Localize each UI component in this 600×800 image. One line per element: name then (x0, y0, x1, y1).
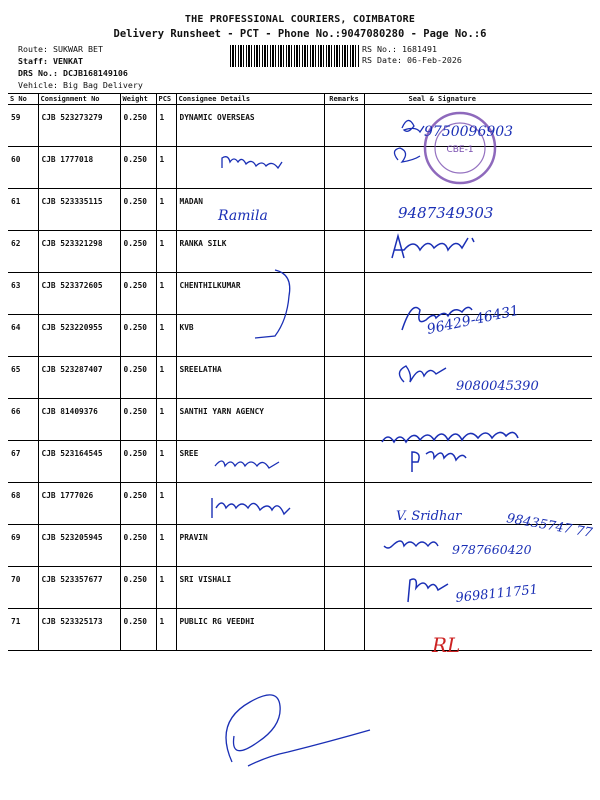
drs-label: DRS No.: (18, 68, 58, 78)
col-sno-header: S No (8, 94, 38, 105)
table-row (8, 105, 592, 147)
sno-cell: 60 (8, 147, 38, 189)
table-row (8, 189, 592, 231)
consignee-cell: SRI VISHALI (176, 567, 324, 609)
col-seal-header: Seal & Signature (364, 94, 592, 105)
pcs-cell: 1 (156, 273, 176, 315)
drs-value: DCJB168149106 (62, 68, 128, 78)
consignment-cell: CJB 523164545 (38, 441, 120, 483)
remarks-cell (324, 441, 364, 483)
sno-cell: 68 (8, 483, 38, 525)
consignee-cell: MADAN (176, 189, 324, 231)
rs-no-label: RS No.: (362, 44, 397, 54)
col-remarks-header: Remarks (324, 94, 364, 105)
staff-label: Staff: (18, 56, 48, 66)
vehicle-line (18, 80, 143, 90)
sno-cell: 59 (8, 105, 38, 147)
sno-cell: 71 (8, 609, 38, 651)
seal-signature-cell (364, 147, 592, 189)
seal-signature-cell (364, 441, 592, 483)
consignee-cell: PUBLIC RG VEEDHI (176, 609, 324, 651)
seal-signature-cell (364, 105, 592, 147)
seal-signature-cell (364, 357, 592, 399)
consignee-cell: CHENTHILKUMAR (176, 273, 324, 315)
rs-date-value: 06-Feb-2026 (406, 55, 462, 65)
red-mark-71: RL (432, 633, 461, 657)
pcs-cell: 1 (156, 357, 176, 399)
weight-cell: 0.250 (120, 609, 156, 651)
table-row (8, 273, 592, 315)
remarks-cell (324, 231, 364, 273)
remarks-cell (324, 357, 364, 399)
remarks-cell (324, 189, 364, 231)
table-row (8, 525, 592, 567)
consignment-cell: CJB 523325173 (38, 609, 120, 651)
staff-line (18, 56, 83, 66)
authorized-signature (226, 695, 370, 766)
phone-65: 9080045390 (456, 379, 539, 394)
seal-signature-cell (364, 525, 592, 567)
name-68: V. Sridhar (396, 509, 462, 524)
consignment-cell: CJB 523321298 (38, 231, 120, 273)
sno-cell: 69 (8, 525, 38, 567)
pcs-cell: 1 (156, 525, 176, 567)
remarks-cell (324, 315, 364, 357)
weight-cell: 0.250 (120, 441, 156, 483)
table-row (8, 399, 592, 441)
weight-cell: 0.250 (120, 525, 156, 567)
pcs-cell: 1 (156, 189, 176, 231)
pcs-cell: 1 (156, 147, 176, 189)
company-title: THE PROFESSIONAL COURIERS, COIMBATORE (184, 14, 416, 25)
weight-cell: 0.250 (120, 189, 156, 231)
route-value: SUKWAR BET (52, 44, 103, 54)
barcode-graphic (230, 45, 360, 67)
consignee-cell: SANTHI YARN AGENCY (176, 399, 324, 441)
name-61: Ramila (218, 208, 268, 224)
pcs-cell: 1 (156, 567, 176, 609)
remarks-cell (324, 609, 364, 651)
col-consignee-header: Consignee Details (176, 94, 324, 105)
pcs-cell: 1 (156, 609, 176, 651)
phone-61: 9487349303 (398, 204, 494, 222)
pcs-cell: 1 (156, 231, 176, 273)
sno-cell: 64 (8, 315, 38, 357)
consignment-cell: CJB 81409376 (38, 399, 120, 441)
consignee-cell (176, 147, 324, 189)
seal-signature-cell (364, 315, 592, 357)
staff-value: VENKAT (52, 56, 83, 66)
sno-cell: 70 (8, 567, 38, 609)
stamp-text: CBE-1 (446, 145, 474, 155)
consignment-cell: CJB 1777018 (38, 147, 120, 189)
remarks-cell (324, 525, 364, 567)
table-row (8, 315, 592, 357)
weight-cell: 0.250 (120, 231, 156, 273)
table-row (8, 483, 592, 525)
pcs-cell: 1 (156, 105, 176, 147)
seal-signature-cell (364, 189, 592, 231)
vehicle-value: Big Bag Delivery (62, 80, 143, 90)
weight-cell: 0.250 (120, 357, 156, 399)
pcs-cell: 1 (156, 441, 176, 483)
weight-cell: 0.250 (120, 483, 156, 525)
remarks-cell (324, 399, 364, 441)
table-row (8, 147, 592, 189)
col-pcs-header: PCS (156, 94, 176, 105)
consignment-cell: CJB 523273279 (38, 105, 120, 147)
consignment-cell: CJB 523335115 (38, 189, 120, 231)
consignee-cell: SREELATHA (176, 357, 324, 399)
sno-cell: 66 (8, 399, 38, 441)
pcs-cell: 1 (156, 399, 176, 441)
phone-59: 9750096903 (424, 124, 514, 140)
rs-no-line (362, 44, 437, 54)
weight-cell: 0.250 (120, 147, 156, 189)
consignee-cell: KVB (176, 315, 324, 357)
table-row (8, 567, 592, 609)
pcs-cell: 1 (156, 483, 176, 525)
rs-no-value: 1681491 (401, 44, 437, 54)
consignee-cell: RANKA SILK (176, 231, 324, 273)
weight-cell: 0.250 (120, 567, 156, 609)
sno-cell: 67 (8, 441, 38, 483)
consignment-cell: CJB 523287407 (38, 357, 120, 399)
consignment-cell: CJB 523372605 (38, 273, 120, 315)
phone-64: 96429-46431 (425, 302, 521, 338)
consignment-cell: CJB 523357677 (38, 567, 120, 609)
consignment-cell: CJB 523205945 (38, 525, 120, 567)
remarks-cell (324, 567, 364, 609)
vehicle-label: Vehicle: (18, 80, 58, 90)
consignee-cell (176, 483, 324, 525)
weight-cell: 0.250 (120, 273, 156, 315)
seal-signature-cell (364, 483, 592, 525)
phone-70: 9698111751 (454, 582, 539, 606)
weight-cell: 0.250 (120, 105, 156, 147)
route-line (18, 44, 103, 54)
table-row (8, 231, 592, 273)
consignment-cell: CJB 523220955 (38, 315, 120, 357)
seal-signature-cell (364, 399, 592, 441)
seal-signature-cell (364, 567, 592, 609)
weight-cell: 0.250 (120, 399, 156, 441)
weight-cell: 0.250 (120, 315, 156, 357)
runsheet-table (8, 93, 592, 651)
col-weight-header: Weight (120, 94, 156, 105)
phone-69: 9787660420 (452, 542, 532, 557)
sno-cell: 61 (8, 189, 38, 231)
remarks-cell (324, 483, 364, 525)
remarks-cell (324, 105, 364, 147)
route-label: Route: (18, 44, 48, 54)
consignee-cell: PRAVIN (176, 525, 324, 567)
consignee-cell: SREE (176, 441, 324, 483)
rs-date-line (362, 55, 462, 65)
table-row (8, 357, 592, 399)
seal-signature-cell (364, 231, 592, 273)
phone-68: 98435747 77 (505, 511, 594, 542)
consignment-cell: CJB 1777026 (38, 483, 120, 525)
runsheet-subtitle: Delivery Runsheet - PCT - Phone No.:9047080280 - Page No.:6 (113, 28, 487, 40)
seal-signature-cell (364, 609, 592, 651)
sno-cell: 65 (8, 357, 38, 399)
table-row (8, 609, 592, 651)
remarks-cell (324, 147, 364, 189)
col-consignment-header: Consignment No (38, 94, 120, 105)
drs-line (18, 68, 128, 78)
remarks-cell (324, 273, 364, 315)
pcs-cell: 1 (156, 315, 176, 357)
table-header-row (8, 94, 592, 105)
consignee-cell: DYNAMIC OVERSEAS (176, 105, 324, 147)
rs-date-label: RS Date: (362, 55, 402, 65)
seal-signature-cell (364, 273, 592, 315)
sno-cell: 63 (8, 273, 38, 315)
sno-cell: 62 (8, 231, 38, 273)
table-row (8, 441, 592, 483)
